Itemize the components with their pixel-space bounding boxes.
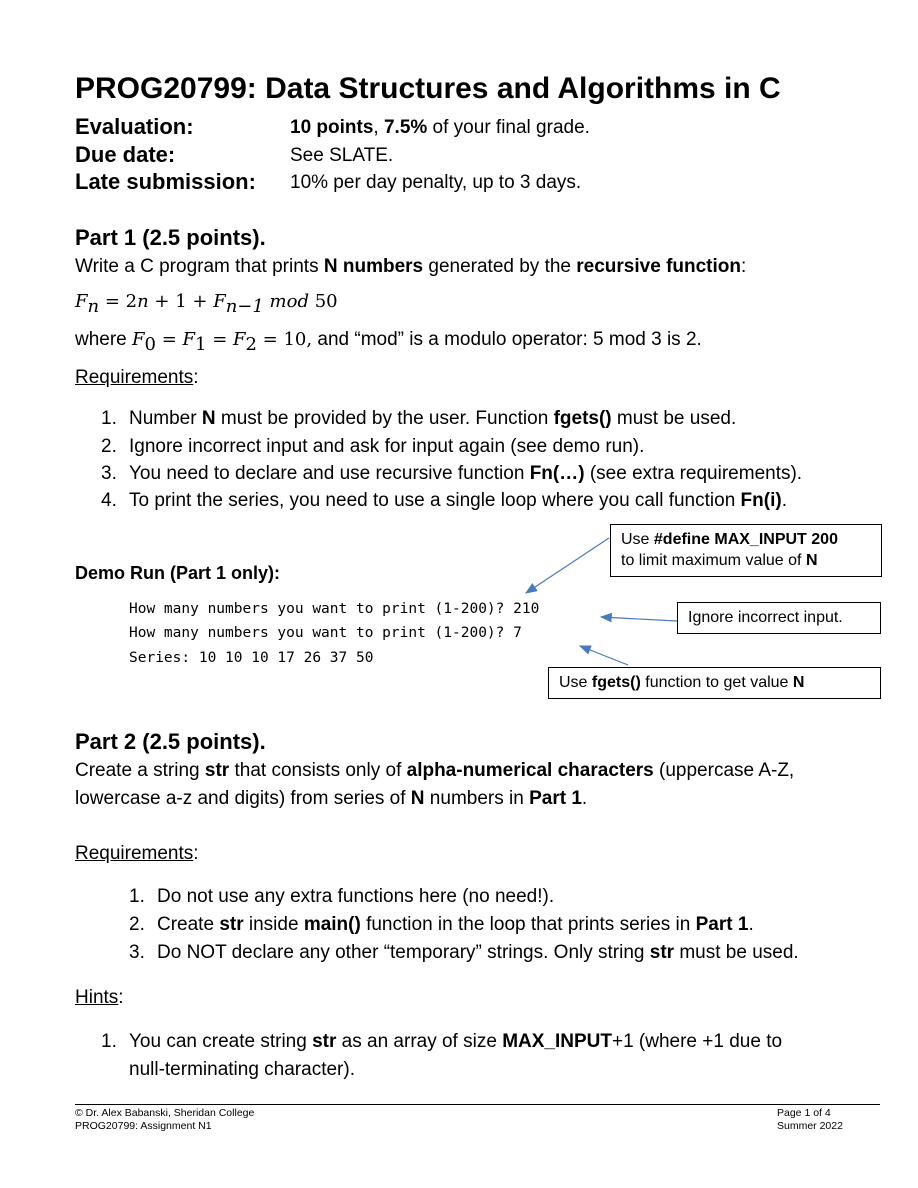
callout-ignore-input: Ignore incorrect input. (677, 602, 881, 634)
list-item: 3. You need to declare and use recursive function Fn(…) (see extra requirements). (101, 463, 803, 484)
list-item: 1. Number N must be provided by the user. Function fgets() must be used. (101, 408, 737, 429)
due-date-value: See SLATE. (290, 145, 394, 166)
part1-requirements-label: Requirements: (75, 367, 199, 388)
callout-define-max-input: Use #define MAX_INPUT 200 to limit maximum value of N (610, 524, 882, 577)
initial-conditions: where $F_0 = F_1 = F_2 = 10$, and “mod” is a modulo operator: 5 mod 3 is 2. (75, 329, 702, 355)
list-item: 1. Do not use any extra functions here (no need!). (129, 886, 555, 907)
list-item: 4. To print the series, you need to use a single loop where you call function Fn(i). (101, 490, 787, 511)
late-submission-value: 10% per day penalty, up to 3 days. (290, 172, 582, 193)
callout-fgets: Use fgets() function to get value N (548, 667, 881, 699)
part2-requirements-label: Requirements: (75, 843, 199, 864)
part2-intro-line2: lowercase a-z and digits) from series of N numbers in Part 1. (75, 788, 588, 809)
list-item-continuation: null-terminating character). (129, 1059, 355, 1080)
footer-right: Page 1 of 4 Summer 2022 (777, 1107, 843, 1132)
demo-output-line: How many numbers you want to print (1-200)? 7 (129, 625, 522, 641)
page-title: PROG20799: Data Structures and Algorithms in C (75, 72, 781, 105)
list-item: 3. Do NOT declare any other “temporary” strings. Only string str must be used. (129, 942, 799, 963)
late-submission-label: Late submission: (75, 169, 256, 194)
recurrence-formula: $F_n = 2n + 1 + F_{n-1}$ mod 50 (75, 291, 338, 317)
part1-heading: Part 1 (2.5 points). (75, 225, 266, 250)
part2-intro-line1: Create a string str that consists only of alpha-numerical characters (uppercase A-Z, (75, 760, 795, 781)
hints-label: Hints: (75, 987, 124, 1008)
arrow-fgets (580, 646, 628, 665)
evaluation-value: 10 points, 7.5% of your final grade. (290, 117, 590, 138)
evaluation-label: Evaluation: (75, 114, 194, 139)
demo-output-line: How many numbers you want to print (1-200)? 210 (129, 601, 540, 617)
list-item: 2. Ignore incorrect input and ask for input again (see demo run). (101, 436, 645, 457)
due-date-label: Due date: (75, 142, 176, 167)
part1-intro: Write a C program that prints N numbers generated by the recursive function: (75, 256, 747, 277)
list-item: 2. Create str inside main() function in the loop that prints series in Part 1. (129, 914, 754, 935)
footer-left: © Dr. Alex Babanski, Sheridan College PROG20799: Assignment N1 (75, 1107, 255, 1132)
demo-output-line: Series: 10 10 10 17 26 37 50 (129, 650, 374, 666)
list-item: 1. You can create string str as an array of size MAX_INPUT+1 (where +1 due to (101, 1031, 783, 1052)
arrow-ignore (601, 617, 677, 621)
footer-divider (75, 1104, 880, 1105)
arrow-define (526, 538, 609, 593)
part2-heading: Part 2 (2.5 points). (75, 729, 266, 754)
demo-run-heading: Demo Run (Part 1 only): (75, 563, 281, 583)
